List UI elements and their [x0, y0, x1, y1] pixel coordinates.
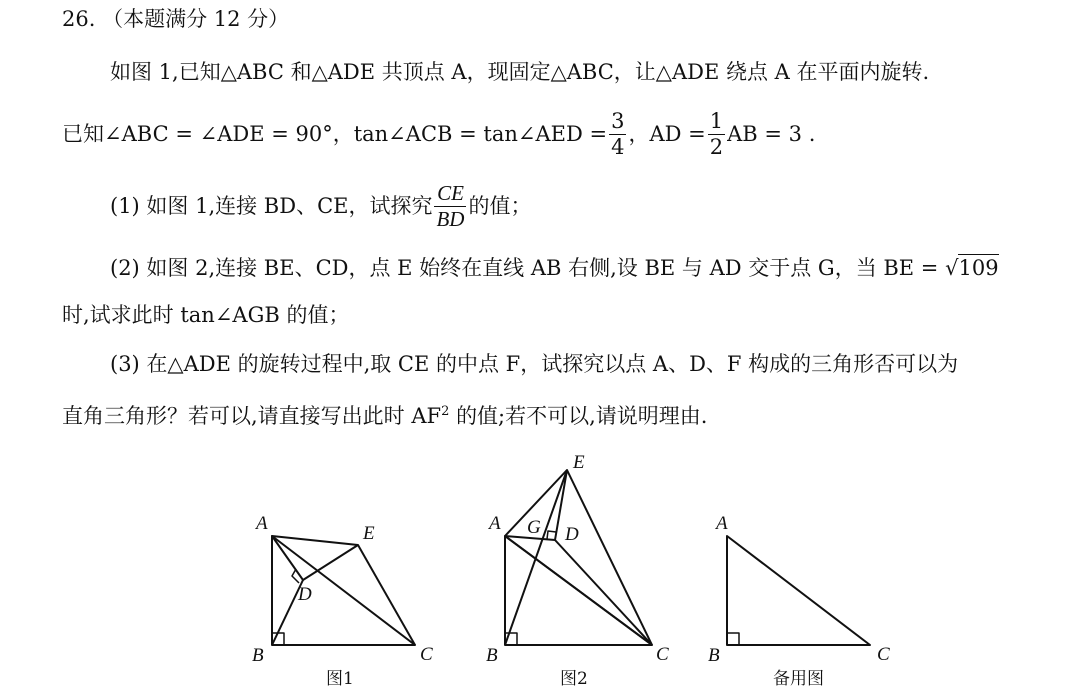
question-2-text: (2) 如图 2,连接 BE、CD，点 E 始终在直线 AB 右侧,设 BE 与 AD 交于点 G，当 BE =: [110, 256, 939, 280]
figure-2: [505, 470, 652, 645]
question-1-suffix: 的值；: [468, 194, 532, 218]
question-3-suffix: 的值;若不可以,请说明理由.: [456, 404, 708, 428]
question-1-prefix: (1) 如图 1,连接 BD、CE，试探究: [110, 194, 433, 218]
fig2-segment-cd: [555, 540, 652, 645]
intro-line-1: 如图 1,已知△ABC 和△ADE 共顶点 A，现固定△ABC，让△ADE 绕点 A 在平面内旋转.: [110, 60, 930, 84]
fraction-numerator: CE: [434, 183, 466, 207]
fig3-caption: 备用图: [773, 669, 824, 689]
fraction-denominator: BD: [436, 206, 465, 231]
question-3-line-1: (3) 在△ADE 的旋转过程中,取 CE 的中点 F，试探究以点 A、D、F 构成的三角形否可以为: [110, 352, 959, 376]
problem-score: （本题满分 12 分）: [102, 7, 290, 31]
fig1-segment-ce: [358, 545, 415, 645]
fig2-label-c: C: [656, 644, 669, 665]
figure-1: [272, 536, 415, 645]
fraction-numerator: 3: [611, 108, 625, 133]
fig2-label-a: A: [489, 513, 501, 534]
sqrt-sign: √: [945, 256, 959, 280]
fig2-segment-ce: [567, 470, 652, 645]
fig2-label-g: G: [527, 517, 541, 538]
fig1-triangle-abc: [272, 536, 415, 645]
fig2-label-e: E: [573, 452, 585, 473]
question-2-line-2: 时,试求此时 tan∠AGB 的值；: [62, 303, 350, 327]
fig1-label-a: A: [256, 513, 268, 534]
fraction-denominator: 4: [611, 134, 625, 159]
fig2-segment-ac: [505, 536, 652, 645]
figure-3: [727, 536, 870, 645]
fraction-numerator: 1: [709, 108, 724, 133]
fraction-denominator: 2: [709, 134, 724, 159]
exponent: 2: [441, 404, 450, 419]
fig3-label-a: A: [716, 513, 728, 534]
problem-number: 26.: [62, 7, 96, 31]
fig3-label-b: B: [708, 645, 720, 666]
sqrt-value: 109: [958, 256, 999, 280]
intro-line-2-mid: ，AD =: [628, 122, 706, 146]
fig1-label-d: D: [298, 584, 312, 605]
fig1-caption: 图1: [326, 669, 354, 689]
fig3-right-angle-mark-b: [727, 633, 739, 645]
fig2-label-b: B: [486, 645, 498, 666]
intro-line-2-suffix: AB = 3 .: [727, 122, 816, 146]
fig1-label-b: B: [252, 645, 264, 666]
fig1-label-e: E: [363, 523, 375, 544]
fig2-caption: 图2: [560, 669, 588, 689]
fig3-label-c: C: [877, 644, 890, 665]
fig1-label-c: C: [420, 644, 433, 665]
intro-line-2-prefix: 已知∠ABC = ∠ADE = 90°，tan∠ACB = tan∠AED =: [62, 122, 608, 146]
fig2-segment-be: [505, 470, 567, 645]
fig3-triangle-abc: [727, 536, 870, 645]
fig2-label-d: D: [565, 524, 579, 545]
fig1-triangle-ade: [272, 536, 358, 580]
question-3-prefix: 直角三角形？若可以,请直接写出此时 AF: [62, 404, 442, 428]
